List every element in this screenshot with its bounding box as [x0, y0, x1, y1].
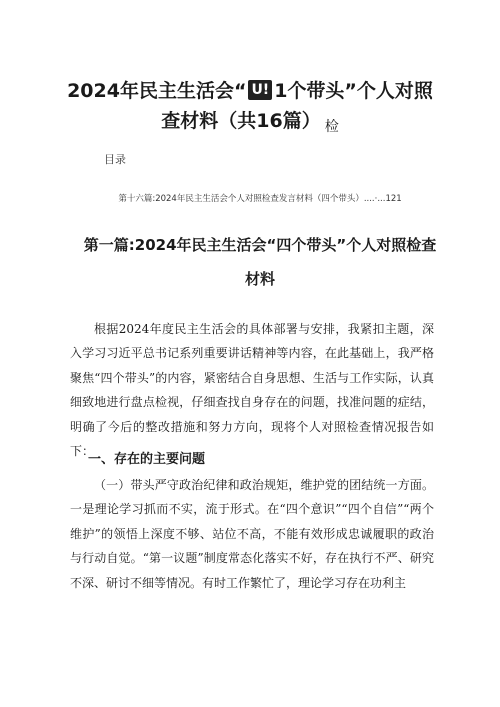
- section-title: [70, 228, 450, 296]
- section-title-line-2: 材料: [244, 270, 275, 288]
- toc-heading: 目录: [104, 153, 126, 166]
- title-badge: U!: [248, 80, 272, 100]
- section-title-line-1: 第一篇:2024年民主生活会“四个带头”个人对照检查: [83, 236, 437, 254]
- title-suffix: 检: [324, 119, 339, 135]
- title-line-1: 2024年民主生活会“ U! 1个带头”个人对照: [67, 80, 433, 102]
- document-title: [40, 76, 460, 142]
- subheading-problems: 一、存在的主要问题: [88, 452, 206, 467]
- intro-paragraph: 根据2024年度民主生活会的具体部署与安排，我紧扣主题，深入学习习近平总书记系列重要讲话精神等内容，在此基础上，我严格聚焦“四个带头”的内容，紧密结合自身思想、生活与工作实际，认真细致地进行盘点检视，仔细查找自身存在的问题，找准问题的症结，明确了今后的整改措施和努力方向，现将个人对照检查情况报告如下：: [70, 322, 434, 459]
- toc-entry[interactable]: 第十六篇:2024年民主生活会个人对照检查发言材料（四个带头）....·...121: [118, 194, 402, 204]
- title-line-2: 查材料（共16篇） $_检$: [161, 110, 339, 135]
- body-paragraph: （一）带头严守政治纪律和政治规矩，维护党的团结统一方面。一是理论学习抓而不实，流于形式。在“四个意识”“四个自信”“两个维护”的领悟上深度不够、站位不高，不能有效形成忠诚履职的政治与行动自觉。“第一议题”制度常态化落实不好，存在执行不严、研究不深、研讨不细等情况。有时工作繁忙了，理论学习存在功利主: [70, 478, 434, 590]
